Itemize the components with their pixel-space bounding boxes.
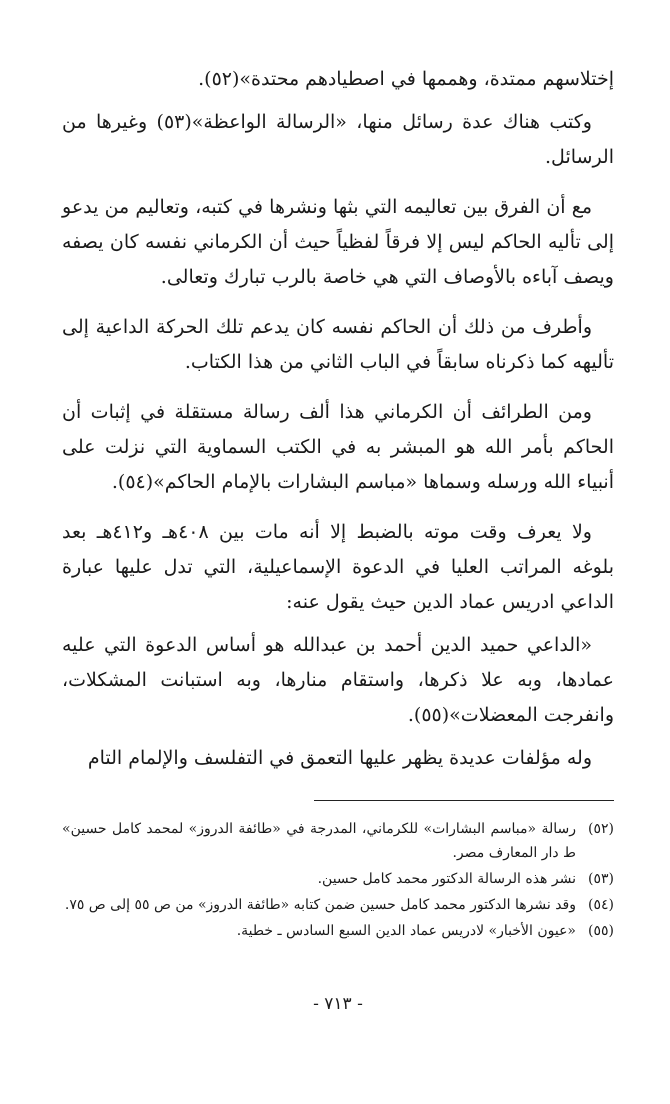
footnote-text: رسالة «مباسم البشارات» للكرماني، المدرجة في «طائفة الدروز» لمحمد كامل حسين» ط دار المعارف مصر. bbox=[62, 821, 576, 861]
footnotes bbox=[62, 817, 614, 945]
footnote-number: (٥٢) bbox=[588, 821, 614, 837]
paragraph-1: إختلاسهم ممتدة، وهممها في اصطيادهم محتدة»(٥٢). bbox=[198, 68, 614, 90]
footnote-number: (٥٤) bbox=[588, 897, 614, 913]
footnote-number: (٥٥) bbox=[588, 923, 614, 939]
footnote-text: نشر هذه الرسالة الدكتور محمد كامل حسين. bbox=[317, 871, 576, 887]
footnote-divider bbox=[314, 800, 614, 801]
paragraph-3: مع أن الفرق بين تعاليمه التي بثها ونشرها في كتبه، وتعاليم من يدعو إلى تأليه الحاكم ليس إلا فرقاً لفظياً حيث أن الكرماني نفسه كان يصفه ويصف آباءه بالأوصاف التي هي خاصة بالرب تبارك وتعالى. bbox=[62, 196, 614, 288]
footnote-52 bbox=[62, 817, 614, 865]
footnote-text: وقد نشرها الدكتور محمد كامل حسين ضمن كتابه «طائفة الدروز» من ص ٥٥ إلى ص ٧٥. bbox=[64, 897, 576, 913]
quotation-paragraph: «الداعي حميد الدين أحمد بن عبدالله هو أساس الدعوة التي عليه عمادها، وبه علا ذكرها، واستقام منارها، وبه استبانت المشكلات، وانفرجت المعضلات»(٥٥). bbox=[62, 634, 614, 726]
paragraph-2: وكتب هناك عدة رسائل منها، «الرسالة الواعظة»(٥٣) وغيرها من الرسائل. bbox=[62, 111, 614, 168]
paragraph-8: وله مؤلفات عديدة يظهر عليها التعمق في التفلسف والإلمام التام bbox=[87, 747, 592, 769]
page-number: - ٧١٣ - bbox=[313, 994, 363, 1014]
paragraph-4: وأطرف من ذلك أن الحاكم نفسه كان يدعم تلك الحركة الداعية إلى تأليهه كما ذكرناه سابقاً في الباب الثاني من هذا الكتاب. bbox=[62, 316, 614, 373]
footnote-text: «عيون الأخبار» لادريس عماد الدين السبع السادس ـ خطية. bbox=[236, 923, 576, 939]
footnote-54 bbox=[62, 893, 614, 917]
footnote-number: (٥٣) bbox=[588, 871, 614, 887]
paragraph-6: ولا يعرف وقت موته بالضبط إلا أنه مات بين ٤٠٨هـ و٤١٢هـ بعد بلوغه المراتب العليا في الدعوة الإسماعيلية، التي تدل عليها عبارة الداعي ادريس عماد الدين حيث يقول عنه: bbox=[62, 521, 614, 613]
footnote-53 bbox=[62, 867, 614, 891]
paragraph-5: ومن الطرائف أن الكرماني هذا ألف رسالة مستقلة في إثبات أن الحاكم بأمر الله هو المبشر به في الكتب السماوية التي نزلت على أنبياء الله ورسله وسماها «مباسم البشارات بالإمام الحاكم»(٥٤). bbox=[62, 401, 614, 493]
footnote-55 bbox=[62, 919, 614, 943]
page-body bbox=[62, 62, 614, 1062]
